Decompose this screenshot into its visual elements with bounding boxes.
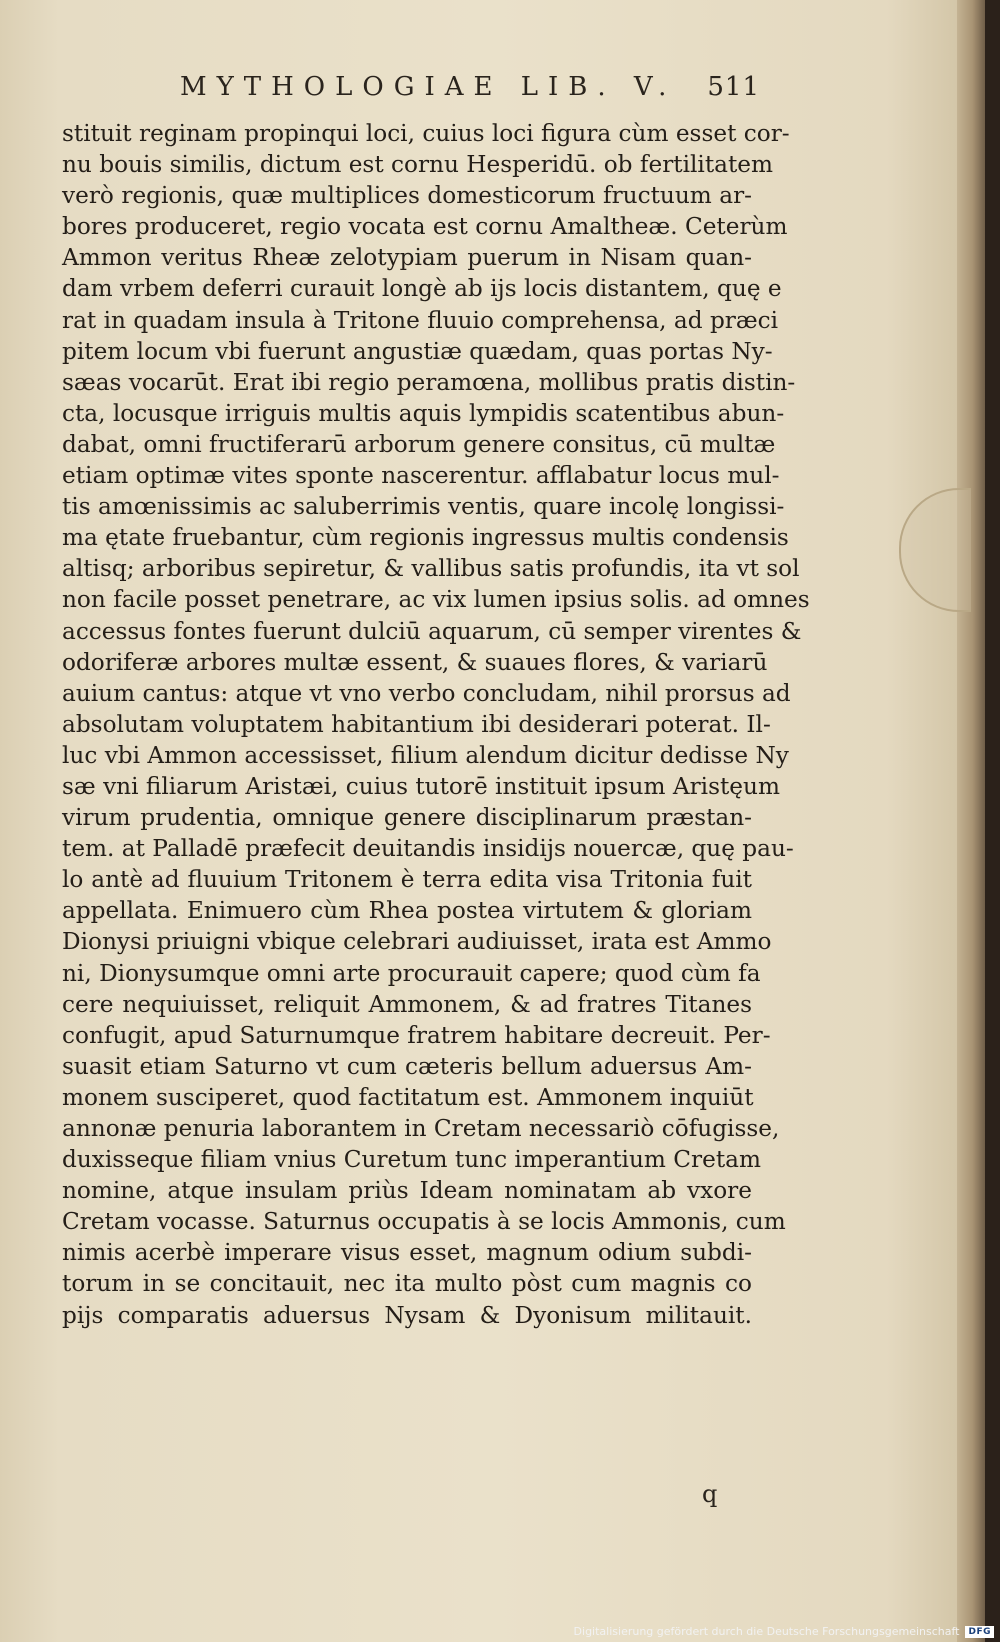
text-line: dabat, omni fructiferarū arborum genere consitus, cū multæ xyxy=(62,430,776,458)
text-line: confugit, apud Saturnumque fratrem habitare decreuit. Per- xyxy=(62,1021,771,1049)
text-line: altisq; arboribus sepiretur, & vallibus satis profundis, ita vt sol xyxy=(62,555,800,583)
text-line: rat in quadam insula à Tritone fluuio comprehensa, ad præci xyxy=(62,306,779,334)
text-line: tis amœnissimis ac saluberrimis ventis, quare incolę longissi- xyxy=(62,493,785,521)
text-line: odoriferæ arbores multæ essent, & suaues flores, & variarū xyxy=(62,648,768,676)
text-line: Ammon veritus Rheæ zelotypiam puerum in Nisam quan- xyxy=(62,244,752,272)
text-line: ni, Dionysumque omni arte procurauit capere; quod cùm fa xyxy=(62,959,761,987)
text-line: non facile posset penetrare, ac vix lumen ipsius solis. ad omnes xyxy=(62,586,810,614)
digitization-credit: Digitalisierung gefördert durch die Deutsche Forschungsgemeinschaft xyxy=(573,1625,960,1638)
text-line: pitem locum vbi fuerunt angustiæ quædam, quas portas Ny- xyxy=(62,337,773,365)
text-line: nu bouis similis, dictum est cornu Hesperidū. ob fertilitatem xyxy=(62,151,774,179)
text-line: sæ vni filiarum Aristæi, cuius tutorē instituit ipsum Aristęum xyxy=(62,772,780,800)
text-line: tem. at Palladē præfecit deuitandis insidijs nouercæ, quę pau- xyxy=(62,835,794,863)
text-line: suasit etiam Saturno vt cum cæteris bellum aduersus Am- xyxy=(62,1052,752,1080)
running-title: MYTHOLOGIAE LIB. V. xyxy=(180,72,677,102)
text-line: lo antè ad fluuium Tritonem è terra edita visa Tritonia fuit xyxy=(62,866,752,894)
text-line: Cretam vocasse. Saturnus occupatis à se locis Ammonis, cum xyxy=(62,1208,786,1236)
page-number: 511 xyxy=(707,72,760,102)
text-line: sæas vocarūt. Erat ibi regio peramœna, mollibus pratis distin- xyxy=(62,368,796,396)
page-edge xyxy=(957,0,985,1642)
text-line: annonæ penuria laborantem in Cretam necessariò cōfugisse, xyxy=(62,1115,780,1142)
text-line: stituit reginam propinqui loci, cuius loci figura cùm esset cor- xyxy=(62,120,790,147)
dfg-logo: DFG xyxy=(965,1626,994,1638)
text-line: appellata. Enimuero cùm Rhea postea virtutem & gloriam xyxy=(62,897,752,925)
text-line: nomine, atque insulam priùs Ideam nominatam ab vxore xyxy=(62,1177,752,1205)
text-line: bores produceret, regio vocata est cornu Amaltheæ. Ceterùm xyxy=(62,213,788,241)
digitization-footer xyxy=(574,1625,994,1638)
text-line: cere nequiuisset, reliquit Ammonem, & ad fratres Titanes xyxy=(62,990,752,1018)
text-line: nimis acerbè imperare visus esset, magnum odium subdi- xyxy=(62,1239,752,1267)
text-line: verò regionis, quæ multiplices domesticorum fructuum ar- xyxy=(62,182,752,210)
page-tab-outline xyxy=(899,488,971,612)
text-line: etiam optimæ vites sponte nascerentur. afflabatur locus mul- xyxy=(62,462,780,490)
text-line: dam vrbem deferri curauit longè ab ijs locis distantem, quę e xyxy=(62,275,782,303)
text-line: accessus fontes fuerunt dulciū aquarum, cū semper virentes & xyxy=(62,617,802,645)
running-header xyxy=(180,72,760,108)
body-text xyxy=(62,118,810,1331)
text-line: ma ętate fruebantur, cùm regionis ingressus multis condensis xyxy=(62,524,789,552)
text-line: pijs comparatis aduersus Nysam & Dyonisum militauit. xyxy=(62,1301,752,1329)
text-line: monem susciperet, quod factitatum est. Ammonem inquiūt xyxy=(62,1083,754,1111)
text-line: torum in se concitauit, nec ita multo pòst cum magnis co xyxy=(62,1270,752,1298)
text-line: cta, locusque irriguis multis aquis lympidis scatentibus abun- xyxy=(62,399,785,427)
text-line: luc vbi Ammon accessisset, filium alendum dicitur dedisse Ny xyxy=(62,741,789,769)
catchword: q xyxy=(702,1480,718,1508)
text-line: duxisseque filiam vnius Curetum tunc imperantium Cretam xyxy=(62,1146,761,1174)
text-line: absolutam voluptatem habitantium ibi desiderari poterat. Il- xyxy=(62,710,771,738)
text-line: auium cantus: atque vt vno verbo concludam, nihil prorsus ad xyxy=(62,679,791,707)
text-line: Dionysi priuigni vbique celebrari audiuisset, irata est Ammo xyxy=(62,928,772,956)
text-line: virum prudentia, omnique genere disciplinarum præstan- xyxy=(62,804,752,832)
